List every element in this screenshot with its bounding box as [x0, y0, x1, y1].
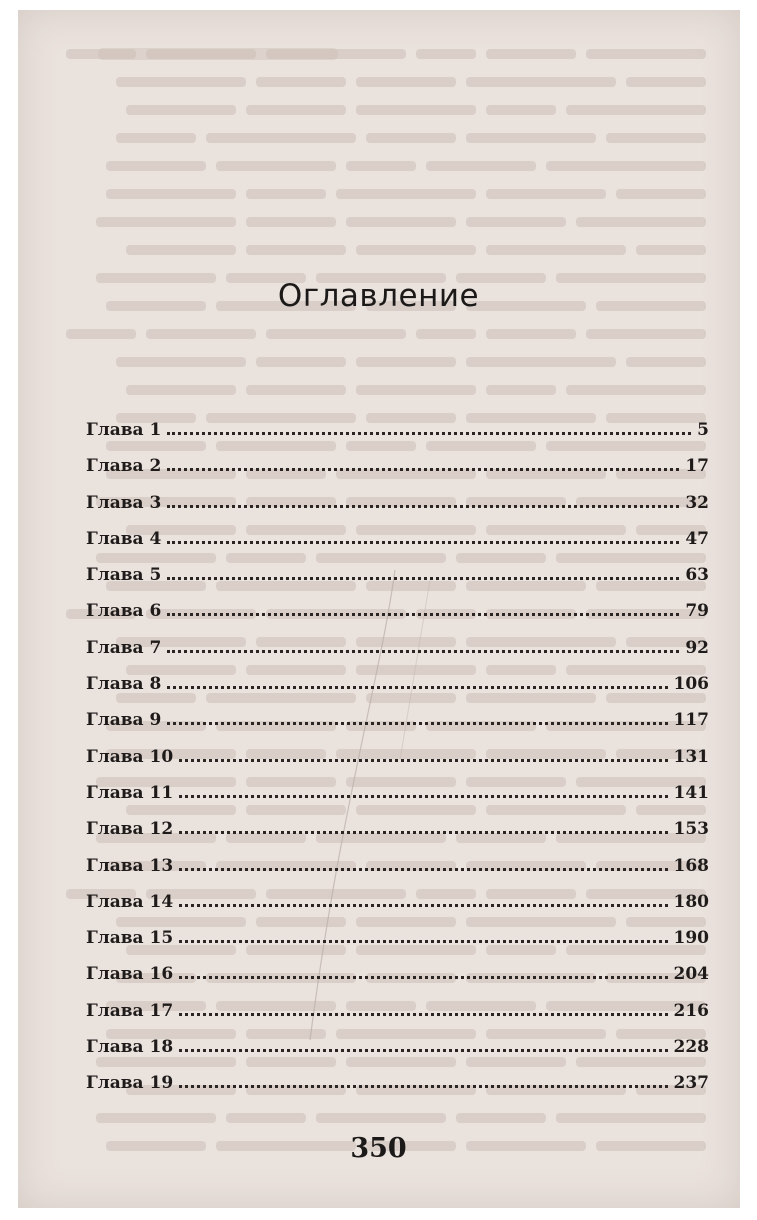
dot-leader — [179, 831, 667, 834]
toc-entry-label: Глава 14 — [86, 891, 174, 912]
dot-leader — [167, 577, 679, 580]
toc-entry — [86, 529, 709, 565]
dot-leader — [167, 432, 691, 435]
toc-entry — [86, 928, 709, 964]
toc-entry — [86, 783, 709, 819]
toc-entry-page: 63 — [685, 565, 709, 586]
toc-entry-label: Глава 3 — [86, 492, 162, 513]
toc-entry-label: Глава 19 — [86, 1073, 174, 1094]
bleed-line — [66, 376, 706, 404]
dot-leader — [179, 940, 667, 943]
bleed-line — [66, 320, 706, 348]
toc-entry — [86, 964, 709, 1000]
toc-entry-label: Глава 2 — [86, 456, 162, 477]
toc-entry — [86, 1073, 709, 1109]
toc-entry — [86, 1037, 709, 1073]
toc-entry — [86, 601, 709, 637]
bleed-line — [66, 40, 706, 68]
dot-leader — [179, 868, 667, 871]
toc-entry-page: 47 — [685, 528, 709, 549]
toc-entry — [86, 674, 709, 710]
table-of-contents — [86, 420, 709, 1110]
bleed-line — [66, 124, 706, 152]
bleed-line — [66, 180, 706, 208]
toc-entry-label: Глава 11 — [86, 782, 174, 803]
toc-entry-label: Глава 7 — [86, 637, 162, 658]
toc-entry-page: 237 — [673, 1073, 709, 1094]
dot-leader — [167, 505, 679, 508]
toc-entry — [86, 819, 709, 855]
dot-leader — [179, 795, 667, 798]
dot-leader — [167, 686, 667, 689]
toc-entry — [86, 565, 709, 601]
toc-entry-label: Глава 6 — [86, 601, 162, 622]
toc-entry-label: Глава 18 — [86, 1037, 174, 1058]
toc-entry-label: Глава 15 — [86, 928, 174, 949]
dot-leader — [179, 976, 667, 979]
dot-leader — [179, 1049, 667, 1052]
toc-entry-label: Глава 12 — [86, 819, 174, 840]
toc-entry-label: Глава 4 — [86, 528, 162, 549]
toc-entry-page: 228 — [673, 1037, 709, 1058]
bleed-line — [66, 208, 706, 236]
bleed-line — [66, 152, 706, 180]
toc-entry — [86, 1001, 709, 1037]
toc-entry — [86, 856, 709, 892]
toc-entry-page: 216 — [673, 1000, 709, 1021]
dot-leader — [167, 541, 679, 544]
page-title: Оглавление — [277, 278, 480, 314]
toc-entry-page: 131 — [673, 746, 709, 767]
bleed-line — [66, 96, 706, 124]
toc-entry-label: Глава 17 — [86, 1000, 174, 1021]
toc-entry-label: Глава 13 — [86, 855, 174, 876]
toc-entry-label: Глава 5 — [86, 565, 162, 586]
toc-entry-label: Глава 16 — [86, 964, 174, 985]
toc-entry — [86, 456, 709, 492]
bleed-line — [66, 348, 706, 376]
toc-entry — [86, 638, 709, 674]
toc-entry-page: 180 — [673, 891, 709, 912]
toc-entry-page: 17 — [685, 456, 709, 477]
toc-entry-label: Глава 9 — [86, 710, 162, 731]
dot-leader — [179, 759, 667, 762]
toc-entry-page: 141 — [673, 782, 709, 803]
page-number: 350 — [350, 1133, 407, 1164]
dot-leader — [179, 904, 667, 907]
toc-entry-page: 32 — [685, 492, 709, 513]
dot-leader — [167, 468, 679, 471]
toc-entry-label: Глава 1 — [86, 420, 162, 440]
dot-leader — [167, 613, 679, 616]
toc-entry-label: Глава 10 — [86, 746, 174, 767]
dot-leader — [167, 650, 679, 653]
toc-entry-page: 92 — [685, 637, 709, 658]
dot-leader — [167, 722, 667, 725]
toc-entry-page: 79 — [685, 601, 709, 622]
toc-entry-page: 153 — [673, 819, 709, 840]
toc-entry — [86, 493, 709, 529]
toc-entry — [86, 892, 709, 928]
dot-leader — [179, 1013, 667, 1016]
toc-entry — [86, 747, 709, 783]
toc-entry-page: 106 — [673, 674, 709, 695]
dot-leader — [179, 1085, 667, 1088]
toc-entry — [86, 420, 709, 456]
toc-entry-page: 204 — [673, 964, 709, 985]
toc-entry-page: 168 — [673, 855, 709, 876]
toc-entry-page: 190 — [673, 928, 709, 949]
bleed-line — [66, 236, 706, 264]
toc-entry-label: Глава 8 — [86, 674, 162, 695]
bleed-line — [66, 68, 706, 96]
toc-entry — [86, 710, 709, 746]
toc-entry-page: 5 — [697, 420, 709, 440]
toc-entry-page: 117 — [673, 710, 709, 731]
